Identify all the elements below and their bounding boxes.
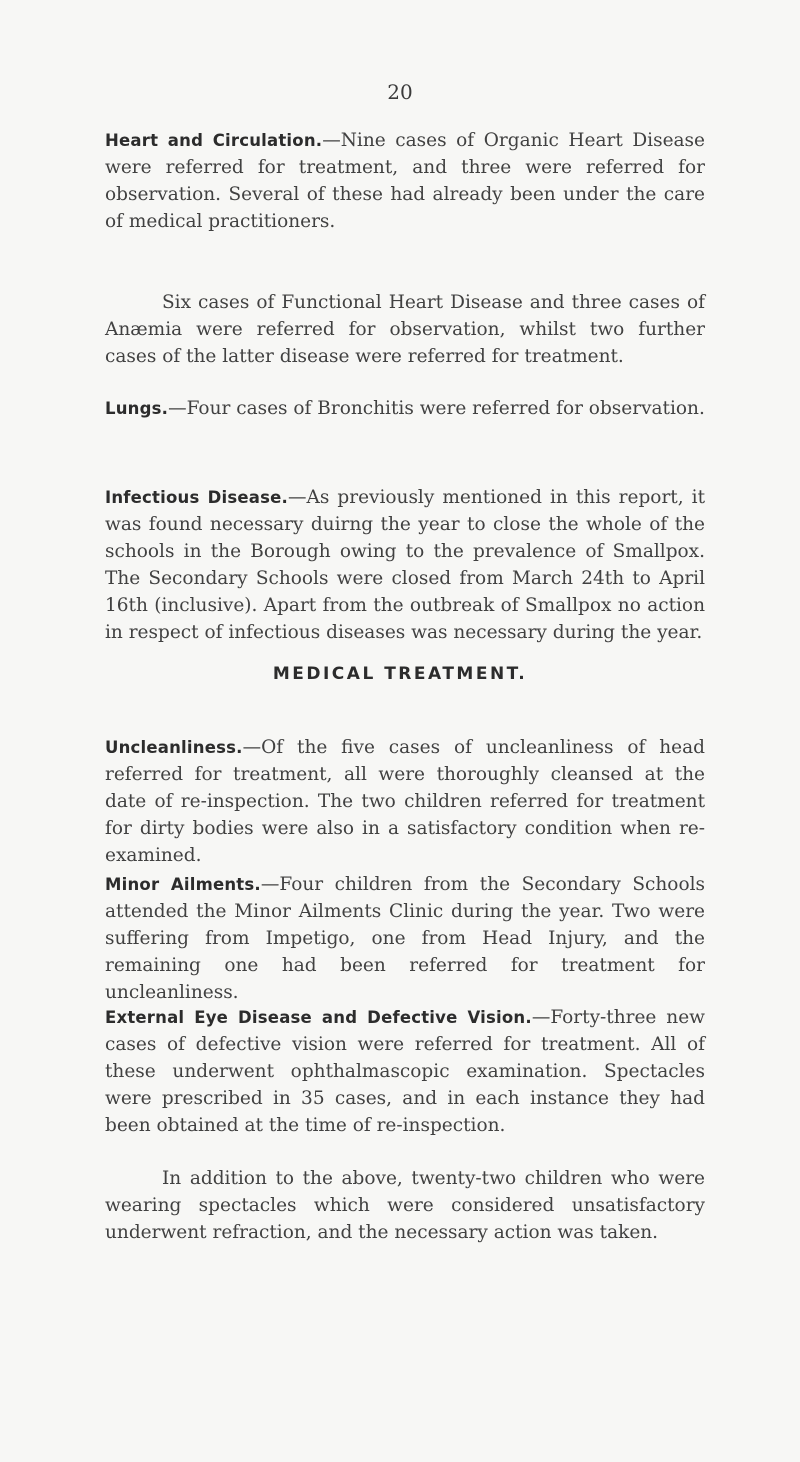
paragraph-text: —Nine cases of Organic Heart Disease were referred for treatment, and three were referred for observation. Several of these had already been under the care of medical practitioners. [105,130,705,232]
paragraph-text: —Four cases of Bronchitis were referred for observation. [168,398,705,419]
paragraph-text: —Forty-three new cases of defective vision were referred for treatment. All of these underwent ophthalmascopic examination. Spectacles were prescribed in 35 cases, and in each instance they had been obtained at the time of re-inspection. [105,1007,705,1136]
paragraph-text: In addition to the above, twenty-two children who were wearing spectacles which were considered unsatisfactory underwent refraction, and the necessary action was taken. [105,1168,705,1243]
page-number: 20 [387,80,413,104]
paragraph-heading: External Eye Disease and Defective Vision. [105,1008,532,1027]
paragraph-minor-ailments [105,871,705,1006]
paragraph-text: Six cases of Functional Heart Disease and three cases of Anæmia were referred for observation, whilst two further cases of the latter disease were referred for treatment. [105,292,705,367]
paragraph-heading: Uncleanliness. [105,738,243,757]
paragraph-infectious-disease [105,484,705,646]
paragraph-functional-heart [105,289,705,370]
paragraph-heading: Infectious Disease. [105,488,288,507]
paragraph-heading: Heart and Circulation. [105,131,323,150]
paragraph-text: —As previously mentioned in this report, it was found necessary duirng the year to close the whole of the schools in the Borough owing to the prevalence of Smallpox. The Secondary Schools were closed from March 24th to April 16th (inclusive). Apart from the outbreak of Smallpox no action in respect of infectious diseases was necessary during the year. [105,487,706,643]
section-title: MEDICAL TREATMENT. [272,664,528,684]
paragraph-text: —Four children from the Secondary Schools attended the Minor Ailments Clinic during the year. Two were suffering from Impetigo, one from Head Injury, and the remaining one had been referred for treatment for uncleanliness. [105,874,705,1003]
paragraph-uncleanliness [105,734,705,869]
paragraph-text: —Of the five cases of uncleanliness of head referred for treatment, all were thoroughly cleansed at the date of re-inspection. The two children referred for treatment for dirty bodies were also in a satisfactory condition when re-examined. [105,737,705,866]
paragraph-refraction [105,1165,705,1246]
paragraph-eye-disease [105,1004,705,1139]
paragraph-heading: Lungs. [105,399,169,418]
paragraph-heart-circulation [105,127,705,235]
paragraph-lungs [105,395,705,422]
paragraph-heading: Minor Ailments. [105,875,261,894]
